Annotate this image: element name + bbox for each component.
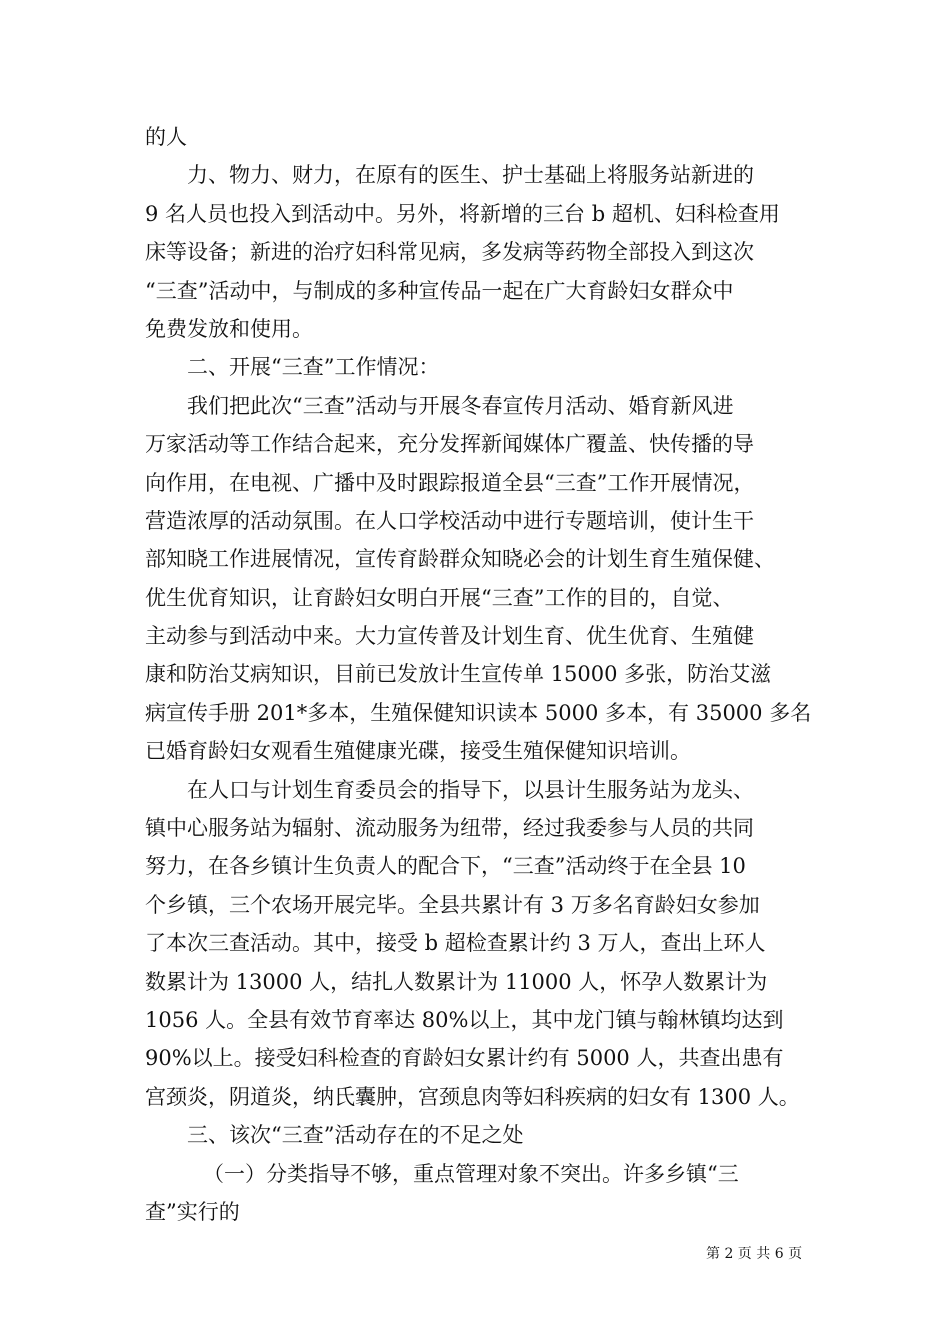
text-line: 已婚育龄妇女观看生殖健康光碟，接受生殖保健知识培训。	[145, 739, 691, 764]
text-line: 宫颈炎，阴道炎，纳氏囊肿，宫颈息肉等妇科疾病的妇女有 1300 人。	[145, 1084, 800, 1109]
text-line: 康和防治艾病知识，目前已发放计生宣传单 15000 多张，防治艾滋	[145, 662, 772, 687]
text-line: 免费发放和使用。	[145, 316, 313, 341]
text-line: 主动参与到活动中来。大力宣传普及计划生育、优生优育、生殖健	[145, 624, 754, 649]
text-line: 向作用，在电视、广播中及时跟踪报道全县“三查”工作开展情况，	[145, 470, 755, 495]
text-line: 部知晓工作进展情况，宣传育龄群众知晓必会的计划生育生殖保健、	[145, 547, 775, 572]
text-line: 在人口与计划生育委员会的指导下，以县计生服务站为龙头、	[187, 777, 754, 802]
page-number: 第 2 页 共 6 页	[706, 1246, 803, 1262]
section-heading: 二、开展“三查”工作情况：	[187, 355, 440, 380]
text-line: 9 名人员也投入到活动中。另外，将新增的三台 b 超机、妇科检查用	[145, 201, 780, 226]
text-line: 1056 人。全县有效节育率达 80%以上，其中龙门镇与翰林镇均达到	[145, 1007, 784, 1032]
text-line: 营造浓厚的活动氛围。在人口学校活动中进行专题培训，使计生干	[145, 508, 754, 533]
text-line: 万家活动等工作结合起来，充分发挥新闻媒体广覆盖、快传播的导	[145, 432, 754, 457]
text-line: 病宣传手册 201*多本，生殖保健知识读本 5000 多本，有 35000 多名	[145, 700, 812, 725]
text-line: 的人	[145, 125, 187, 149]
text-line: 努力，在各乡镇计生负责人的配合下，“三查”活动终于在全县 10	[145, 854, 746, 879]
text-line: 床等设备；新进的治疗妇科常见病，多发病等药物全部投入到这次	[145, 240, 754, 265]
text-line: 数累计为 13000 人，结扎人数累计为 11000 人，怀孕人数累计为	[145, 969, 768, 994]
text-line: 镇中心服务站为辐射、流动服务为纽带，经过我委参与人员的共同	[145, 816, 754, 841]
text-line: 90%以上。接受妇科检查的育龄妇女累计约有 5000 人，共查出患有	[145, 1046, 784, 1071]
section-heading: 三、该次“三查”活动存在的不足之处	[187, 1123, 524, 1148]
text-line: “三查”活动中，与制成的多种宣传品一起在广大育龄妇女群众中	[145, 278, 734, 303]
text-line: 了本次三查活动。其中，接受 b 超检查累计约 3 万人，查出上环人	[145, 931, 766, 956]
text-line: 个乡镇，三个农场开展完毕。全县共累计有 3 万多名育龄妇女参加	[145, 892, 760, 917]
body-text	[145, 118, 810, 1231]
text-line: 我们把此次“三查”活动与开展冬春宣传月活动、婚育新风进	[187, 393, 734, 418]
text-line: 力、物力、财力，在原有的医生、护士基础上将服务站新进的	[187, 163, 754, 188]
text-line: 优生优育知识，让育龄妇女明白开展“三查”工作的目的，自觉、	[145, 585, 734, 610]
text-line: 查”实行的	[145, 1199, 240, 1224]
text-line: （一）分类指导不够，重点管理对象不突出。许多乡镇“三	[203, 1161, 739, 1186]
